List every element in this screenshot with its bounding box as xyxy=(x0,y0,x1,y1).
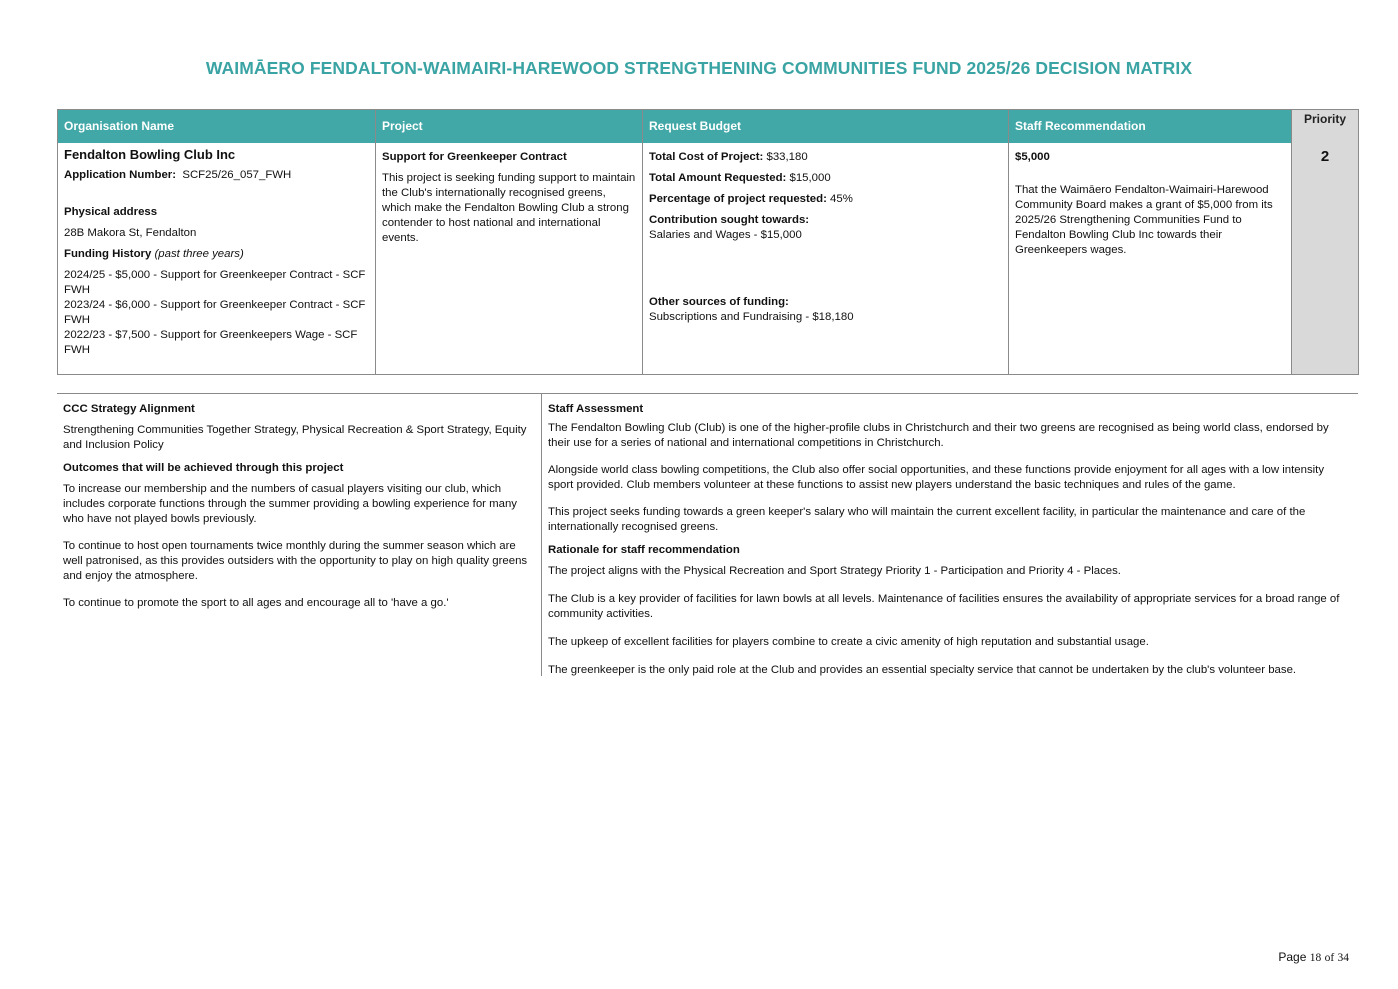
total-cost-value: $33,180 xyxy=(766,151,808,163)
amount-requested xyxy=(649,171,1002,186)
strategy-heading: CCC Strategy Alignment xyxy=(63,403,195,415)
amount-requested-value: $15,000 xyxy=(789,172,831,184)
funding-history-item: 2023/24 - $6,000 - Support for Greenkeeper Contract - SCF FWH xyxy=(64,299,366,326)
total-cost xyxy=(649,150,1002,165)
recommended-amount: $5,000 xyxy=(1015,151,1050,163)
outcomes-heading: Outcomes that will be achieved through this project xyxy=(63,462,344,474)
recommendation-cell xyxy=(1009,143,1292,375)
rationale-paragraph: The upkeep of excellent facilities for players combine to create a civic amenity of high reputation and substantial usage. xyxy=(548,636,1149,648)
other-sources-label: Other sources of funding: xyxy=(649,296,789,308)
funding-history-label: Funding History xyxy=(64,248,152,260)
page-label: Page xyxy=(1278,950,1307,964)
rationale-paragraph: The project aligns with the Physical Recreation and Sport Strategy Priority 1 - Participation and Priority 4 - Places. xyxy=(548,565,1121,577)
strategy-column xyxy=(57,394,541,611)
priority-value: 2 xyxy=(1292,143,1359,375)
application-number xyxy=(64,168,369,183)
header-priority: Priority xyxy=(1292,110,1359,144)
funding-history-heading xyxy=(64,247,369,262)
assessment-section xyxy=(57,393,1358,676)
amount-requested-label: Total Amount Requested: xyxy=(649,172,787,184)
staff-assessment-heading: Staff Assessment xyxy=(548,403,644,415)
physical-address-label: Physical address xyxy=(64,206,158,218)
assessment-paragraph: Alongside world class bowling competitions, the Club also offer social opportunities, and these functions provide enjoyment for all ages with a low intensity sport provided. Club members volunteer at these functions to assist new players understand the basic techniques and rules of the game. xyxy=(548,464,1325,491)
outcome-item: To continue to host open tournaments twice monthly during the summer season which are well patronised, as this provides outsiders with the opportunity to play on high quality greens and enjoy the atmosphere. xyxy=(63,540,528,582)
physical-address: 28B Makora St, Fendalton xyxy=(64,227,197,239)
header-staff-recommendation: Staff Recommendation xyxy=(1009,110,1292,144)
current-page: 18 xyxy=(1309,952,1322,964)
decision-matrix-table xyxy=(57,109,1359,375)
application-number-label: Application Number: xyxy=(64,169,177,181)
header-project: Project xyxy=(376,110,643,144)
strategy-text: Strengthening Communities Together Strategy, Physical Recreation & Sport Strategy, Equity and Inclusion Policy xyxy=(63,424,527,451)
funding-history-note: (past three years) xyxy=(154,248,244,260)
percentage-requested xyxy=(649,192,1002,207)
outcome-item: To continue to promote the sport to all ages and encourage all to 'have a go.' xyxy=(63,597,449,609)
total-cost-label: Total Cost of Project: xyxy=(649,151,764,163)
budget-cell xyxy=(643,143,1009,375)
project-cell xyxy=(376,143,643,375)
of-label: of xyxy=(1324,952,1335,964)
percentage-requested-label: Percentage of project requested: xyxy=(649,193,827,205)
organisation-name: Fendalton Bowling Club Inc xyxy=(64,147,236,162)
rationale-heading: Rationale for staff recommendation xyxy=(548,544,740,556)
other-sources-value: Subscriptions and Fundraising - $18,180 xyxy=(649,311,854,323)
contribution-value: Salaries and Wages - $15,000 xyxy=(649,229,802,241)
assessment-paragraph: This project seeks funding towards a green keeper's salary who will maintain the current excellent facility, in particular the maintenance and care of the internationally recognised greens. xyxy=(548,506,1306,533)
total-pages: 34 xyxy=(1337,952,1349,964)
assessment-paragraph: The Fendalton Bowling Club (Club) is one of the higher-profile clubs in Christchurch and their two greens are recognised as being world class, endorsed by their use for a series of national and international competitions in Christchurch. xyxy=(548,422,1329,449)
page-number xyxy=(1278,950,1349,964)
recommendation-text: That the Waimāero Fendalton-Waimairi-Harewood Community Board makes a grant of $5,000 from its 2025/26 Strengthening Communities Fund to Fendalton Bowling Club Inc towards their Greenkeepers wages. xyxy=(1015,184,1273,256)
header-request-budget: Request Budget xyxy=(643,110,1009,144)
project-description: This project is seeking funding support to maintain the Club's internationally recognised greens, which make the Fendalton Bowling Club a strong contender to host national and international events. xyxy=(382,172,636,244)
document-title: WAIMĀERO FENDALTON-WAIMAIRI-HAREWOOD STRENGTHENING COMMUNITIES FUND 2025/26 DECISION MATRIX xyxy=(205,58,1193,78)
table-row xyxy=(58,143,1359,375)
contribution-label: Contribution sought towards: xyxy=(649,214,810,226)
organisation-cell xyxy=(58,143,376,375)
application-number-value: SCF25/26_057_FWH xyxy=(182,169,292,181)
project-title: Support for Greenkeeper Contract xyxy=(382,151,567,163)
staff-assessment-column xyxy=(541,394,1358,676)
funding-history-item: 2024/25 - $5,000 - Support for Greenkeeper Contract - SCF FWH xyxy=(64,269,366,296)
table-header-row xyxy=(58,110,1359,144)
rationale-paragraph: The greenkeeper is the only paid role at the Club and provides an essential specialty service that cannot be undertaken by the club's volunteer base. xyxy=(548,664,1297,676)
funding-history-item: 2022/23 - $7,500 - Support for Greenkeepers Wage - SCF FWH xyxy=(64,329,358,356)
outcome-item: To increase our membership and the numbers of casual players visiting our club, which includes corporate functions through the summer providing a bowling experience for many who have not played bowls previously. xyxy=(63,483,517,525)
percentage-requested-value: 45% xyxy=(830,193,853,205)
header-organisation-name: Organisation Name xyxy=(58,110,376,144)
rationale-paragraph: The Club is a key provider of facilities for lawn bowls at all levels. Maintenance of facilities ensures the availability of appropriate services for a broad range of community activities. xyxy=(548,593,1340,620)
